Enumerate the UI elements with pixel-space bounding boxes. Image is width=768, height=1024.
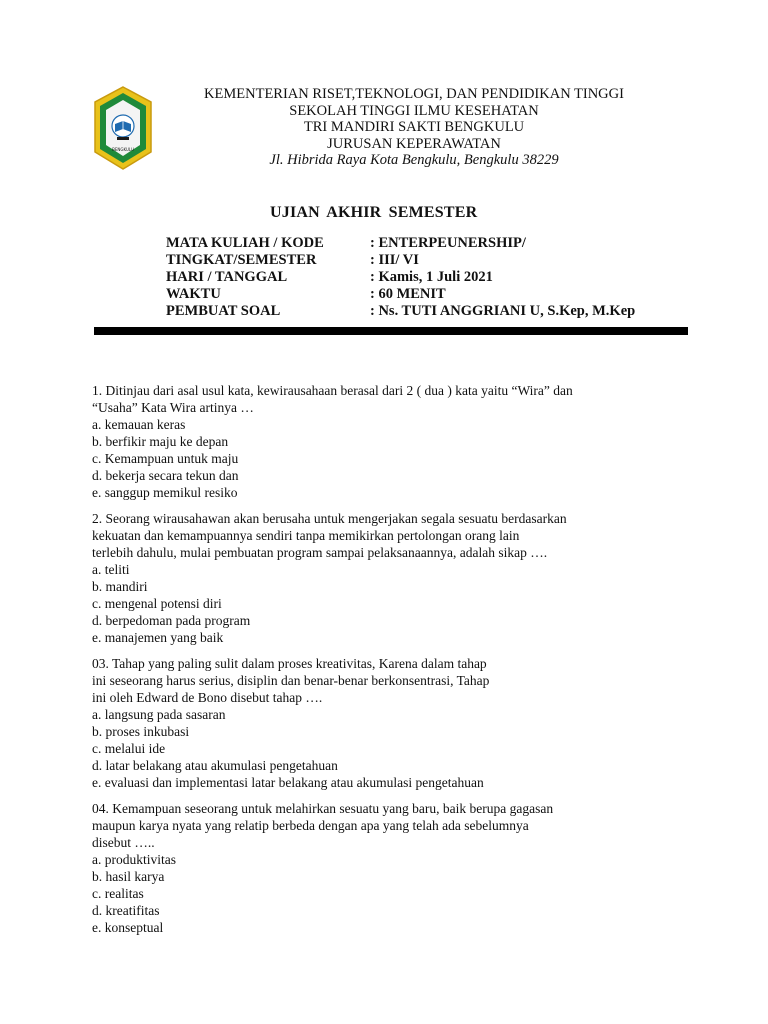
svg-text:BENGKULU: BENGKULU <box>112 147 134 152</box>
info-value: : Kamis, 1 Juli 2021 <box>370 269 493 285</box>
question-text: 03. Tahap yang paling sulit dalam proses kreativitas, Karena dalam tahap <box>92 656 487 671</box>
option-a: a. kemauan keras <box>92 417 186 432</box>
option-e: e. manajemen yang baik <box>92 630 224 645</box>
question-text: ini oleh Edward de Bono disebut tahap …. <box>92 690 323 705</box>
question-2 <box>92 510 692 646</box>
option-b: b. mandiri <box>92 579 148 594</box>
info-value: : III/ VI <box>370 252 419 268</box>
option-d: d. bekerja secara tekun dan <box>92 468 239 483</box>
question-text: 2. Seorang wirausahawan akan berusaha untuk mengerjakan segala sesuatu berdasarkan <box>92 511 567 526</box>
info-value: : 60 MENIT <box>370 286 446 302</box>
info-label: MATA KULIAH / KODE <box>166 235 324 251</box>
option-c: c. Kemampuan untuk maju <box>92 451 239 466</box>
question-list <box>92 382 692 945</box>
info-row-date <box>166 269 635 286</box>
question-text: 1. Ditinjau dari asal usul kata, kewirausahaan berasal dari 2 ( dua ) kata yaitu “Wira” dan <box>92 383 573 398</box>
question-text: ini seseorang harus serius, disiplin dan benar-benar berkonsentrasi, Tahap <box>92 673 490 688</box>
info-row-course <box>166 235 635 252</box>
question-1 <box>92 382 692 501</box>
info-row-author <box>166 303 635 320</box>
info-label: HARI / TANGGAL <box>166 269 288 285</box>
question-text: “Usaha” Kata Wira artinya … <box>92 400 254 415</box>
header-divider <box>94 327 688 335</box>
question-text: disebut ….. <box>92 835 155 850</box>
letterhead <box>150 86 678 169</box>
option-d: d. latar belakang atau akumulasi pengetahuan <box>92 758 338 773</box>
question-text: terlebih dahulu, mulai pembuatan program sampai pelaksanaannya, adalah sikap …. <box>92 545 548 560</box>
option-a: a. langsung pada sasaran <box>92 707 226 722</box>
institution-seal-icon <box>91 86 155 170</box>
option-b: b. berfikir maju ke depan <box>92 434 229 449</box>
school-type: SEKOLAH TINGGI ILMU KESEHATAN <box>289 102 539 119</box>
info-label: WAKTU <box>166 286 221 302</box>
option-a: a. produktivitas <box>92 852 176 867</box>
info-label: TINGKAT/SEMESTER <box>166 252 317 268</box>
option-e: e. evaluasi dan implementasi latar belakang atau akumulasi pengetahuan <box>92 775 484 790</box>
school-name: TRI MANDIRI SAKTI BENGKULU <box>303 119 525 135</box>
info-value: : ENTERPEUNERSHIP/ <box>370 235 526 251</box>
info-label: PEMBUAT SOAL <box>166 303 281 319</box>
department-name: JURUSAN KEPERAWATAN <box>327 135 501 152</box>
option-list <box>92 561 692 646</box>
option-b: b. hasil karya <box>92 869 165 884</box>
school-address: Jl. Hibrida Raya Kota Bengkulu, Bengkulu 38229 <box>269 152 559 168</box>
question-text: 04. Kemampuan seseorang untuk melahirkan sesuatu yang baru, baik berupa gagasan <box>92 801 554 816</box>
option-c: c. realitas <box>92 886 144 901</box>
option-e: e. konseptual <box>92 920 164 935</box>
option-d: d. berpedoman pada program <box>92 613 251 628</box>
option-c: c. melalui ide <box>92 741 166 756</box>
question-4 <box>92 800 692 936</box>
ministry-name: KEMENTERIAN RISET,TEKNOLOGI, DAN PENDIDIKAN TINGGI <box>204 86 624 102</box>
info-row-level <box>166 252 635 269</box>
question-text: maupun karya nyata yang relatip berbeda dengan apa yang telah ada sebelumnya <box>92 818 529 833</box>
option-b: b. proses inkubasi <box>92 724 190 739</box>
info-value: : Ns. TUTI ANGGRIANI U, S.Kep, M.Kep <box>370 303 636 319</box>
option-c: c. mengenal potensi diri <box>92 596 222 611</box>
question-text: kekuatan dan kemampuannya sendiri tanpa memikirkan pertolongan orang lain <box>92 528 520 543</box>
info-row-time <box>166 286 635 303</box>
option-list <box>92 416 692 501</box>
option-e: e. sanggup memikul resiko <box>92 485 238 500</box>
exam-info-table <box>166 235 635 320</box>
option-d: d. kreatifitas <box>92 903 160 918</box>
question-3 <box>92 655 692 791</box>
exam-title: UJIAN AKHIR SEMESTER <box>270 204 478 221</box>
option-a: a. teliti <box>92 562 130 577</box>
option-list <box>92 851 692 936</box>
option-list <box>92 706 692 791</box>
